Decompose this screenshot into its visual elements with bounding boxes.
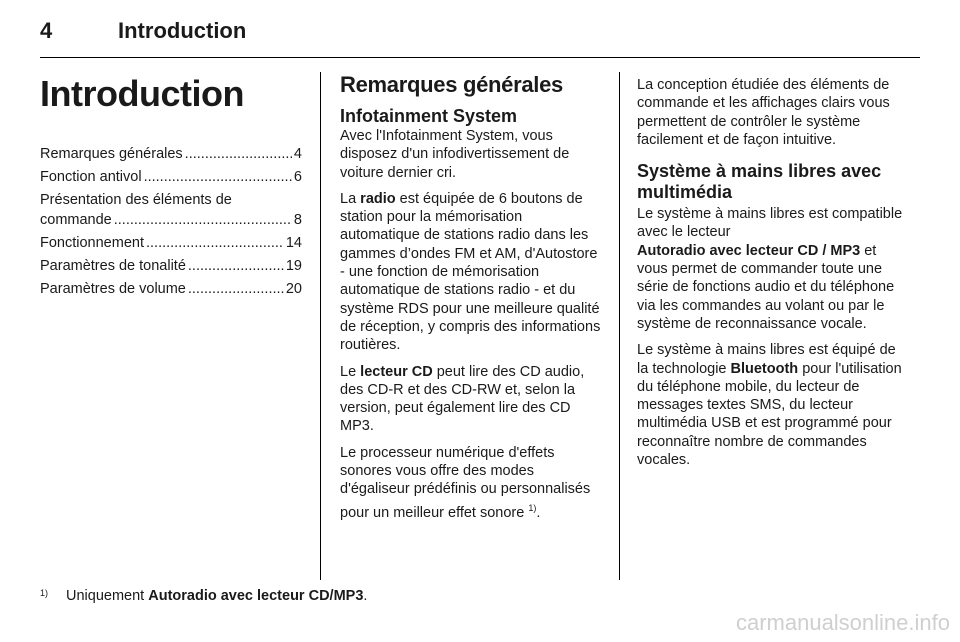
footnote-ref[interactable]: 1) <box>528 502 537 513</box>
header-rule <box>40 57 920 58</box>
watermark: carmanualsonline.info <box>735 610 950 635</box>
toc-item[interactable] <box>40 167 302 187</box>
toc-item-label: commande <box>40 212 112 228</box>
running-title: Introduction <box>118 18 247 43</box>
toc-column <box>40 60 302 302</box>
section-heading: Remarques générales <box>340 72 563 97</box>
bold-term: Autoradio avec lecteur CD / MP3 <box>637 242 861 259</box>
toc-leader <box>185 144 292 164</box>
bold-term: lecteur CD <box>360 363 433 380</box>
toc-item-page: 14 <box>285 235 302 251</box>
handsfree-column <box>637 76 903 477</box>
toc-item-label: Paramètres de tonalité <box>40 258 186 274</box>
toc-item[interactable] <box>40 233 302 253</box>
toc-item-page: 4 <box>293 146 302 162</box>
general-remarks-column <box>340 72 602 530</box>
toc-item[interactable] <box>40 279 302 299</box>
paragraph: Le lecteur CD peut lire des CD audio, des CD-R et des CD-RW et, selon la version, peut également lire des CD MP3. <box>340 363 585 435</box>
toc-item[interactable] <box>40 144 302 164</box>
chapter-title: Introduction <box>40 73 244 114</box>
toc-leader <box>114 210 292 230</box>
toc-leader <box>188 279 284 299</box>
paragraph: La radio est équipée de 6 boutons de station pour la mémorisation automatique de stations radio dans les gammes d’ondes FM et AM, d'Autostore - une fonction de mémorisation automatique de stations radio - et du système RDS pour une meilleure qualité de réception, y compris des informations routières. <box>340 190 601 354</box>
bold-term: Bluetooth <box>730 360 799 377</box>
footnote-mark: 1) <box>40 588 49 598</box>
footnote: $^{1)}$ Uniquement Autoradio avec lecteur CD/MP3. <box>40 588 368 604</box>
toc-item-label: Paramètres de volume <box>40 281 186 297</box>
toc-item-label-line1: Présentation des éléments de <box>40 192 232 208</box>
page-number: 4 <box>40 18 53 43</box>
toc-item[interactable] <box>40 190 302 230</box>
toc-leader <box>144 167 292 187</box>
toc-item[interactable] <box>40 256 302 276</box>
column-divider <box>320 72 321 580</box>
paragraph: Le processeur numérique d'effets sonores vous offre des modes d'égaliseur prédéfinis ou personnalisés pour un meilleur effet sonore $^{1)}$. <box>340 444 591 521</box>
bold-term: radio <box>360 190 396 207</box>
toc-list <box>40 144 302 299</box>
toc-item-page: 20 <box>285 281 302 297</box>
toc-item-label: Fonctionnement <box>40 235 144 251</box>
toc-leader <box>146 233 284 253</box>
toc-leader <box>188 256 284 276</box>
toc-item-page: 8 <box>293 212 302 228</box>
paragraph: Avec l'Infotainment System, vous disposez d'un infodivertissement de voiture dernier cri. <box>340 128 570 181</box>
toc-item-label: Remarques générales <box>40 146 183 162</box>
toc-item-page: 6 <box>293 169 302 185</box>
toc-item-label: Fonction antivol <box>40 169 142 185</box>
paragraph: Le système à mains libres est équipé de la technologie Bluetooth pour l'utilisation du téléphone mobile, du lecteur de messages textes SMS, du lecteur multimédia USB et est programmé pour reconnaître nombre de commandes vocales. <box>637 342 902 469</box>
paragraph: Le système à mains libres est compatible avec le lecteur Autoradio avec lecteur CD / MP3 et vous permet de commander toute une série de fonctions audio et du téléphone via les commandes au volant ou par le système de reconnaissance vocale. <box>637 206 903 332</box>
section-heading: Système à mains libres avec multimédia <box>637 161 882 203</box>
subsection-heading: Infotainment System <box>340 106 518 126</box>
toc-item-page: 19 <box>285 258 302 274</box>
paragraph: La conception étudiée des éléments de commande et les affichages clairs vous permettent de contrôler le système facilement et de façon intuitive. <box>637 77 890 148</box>
bold-term: Autoradio avec lecteur CD/MP3 <box>148 588 364 604</box>
column-divider <box>619 72 620 580</box>
